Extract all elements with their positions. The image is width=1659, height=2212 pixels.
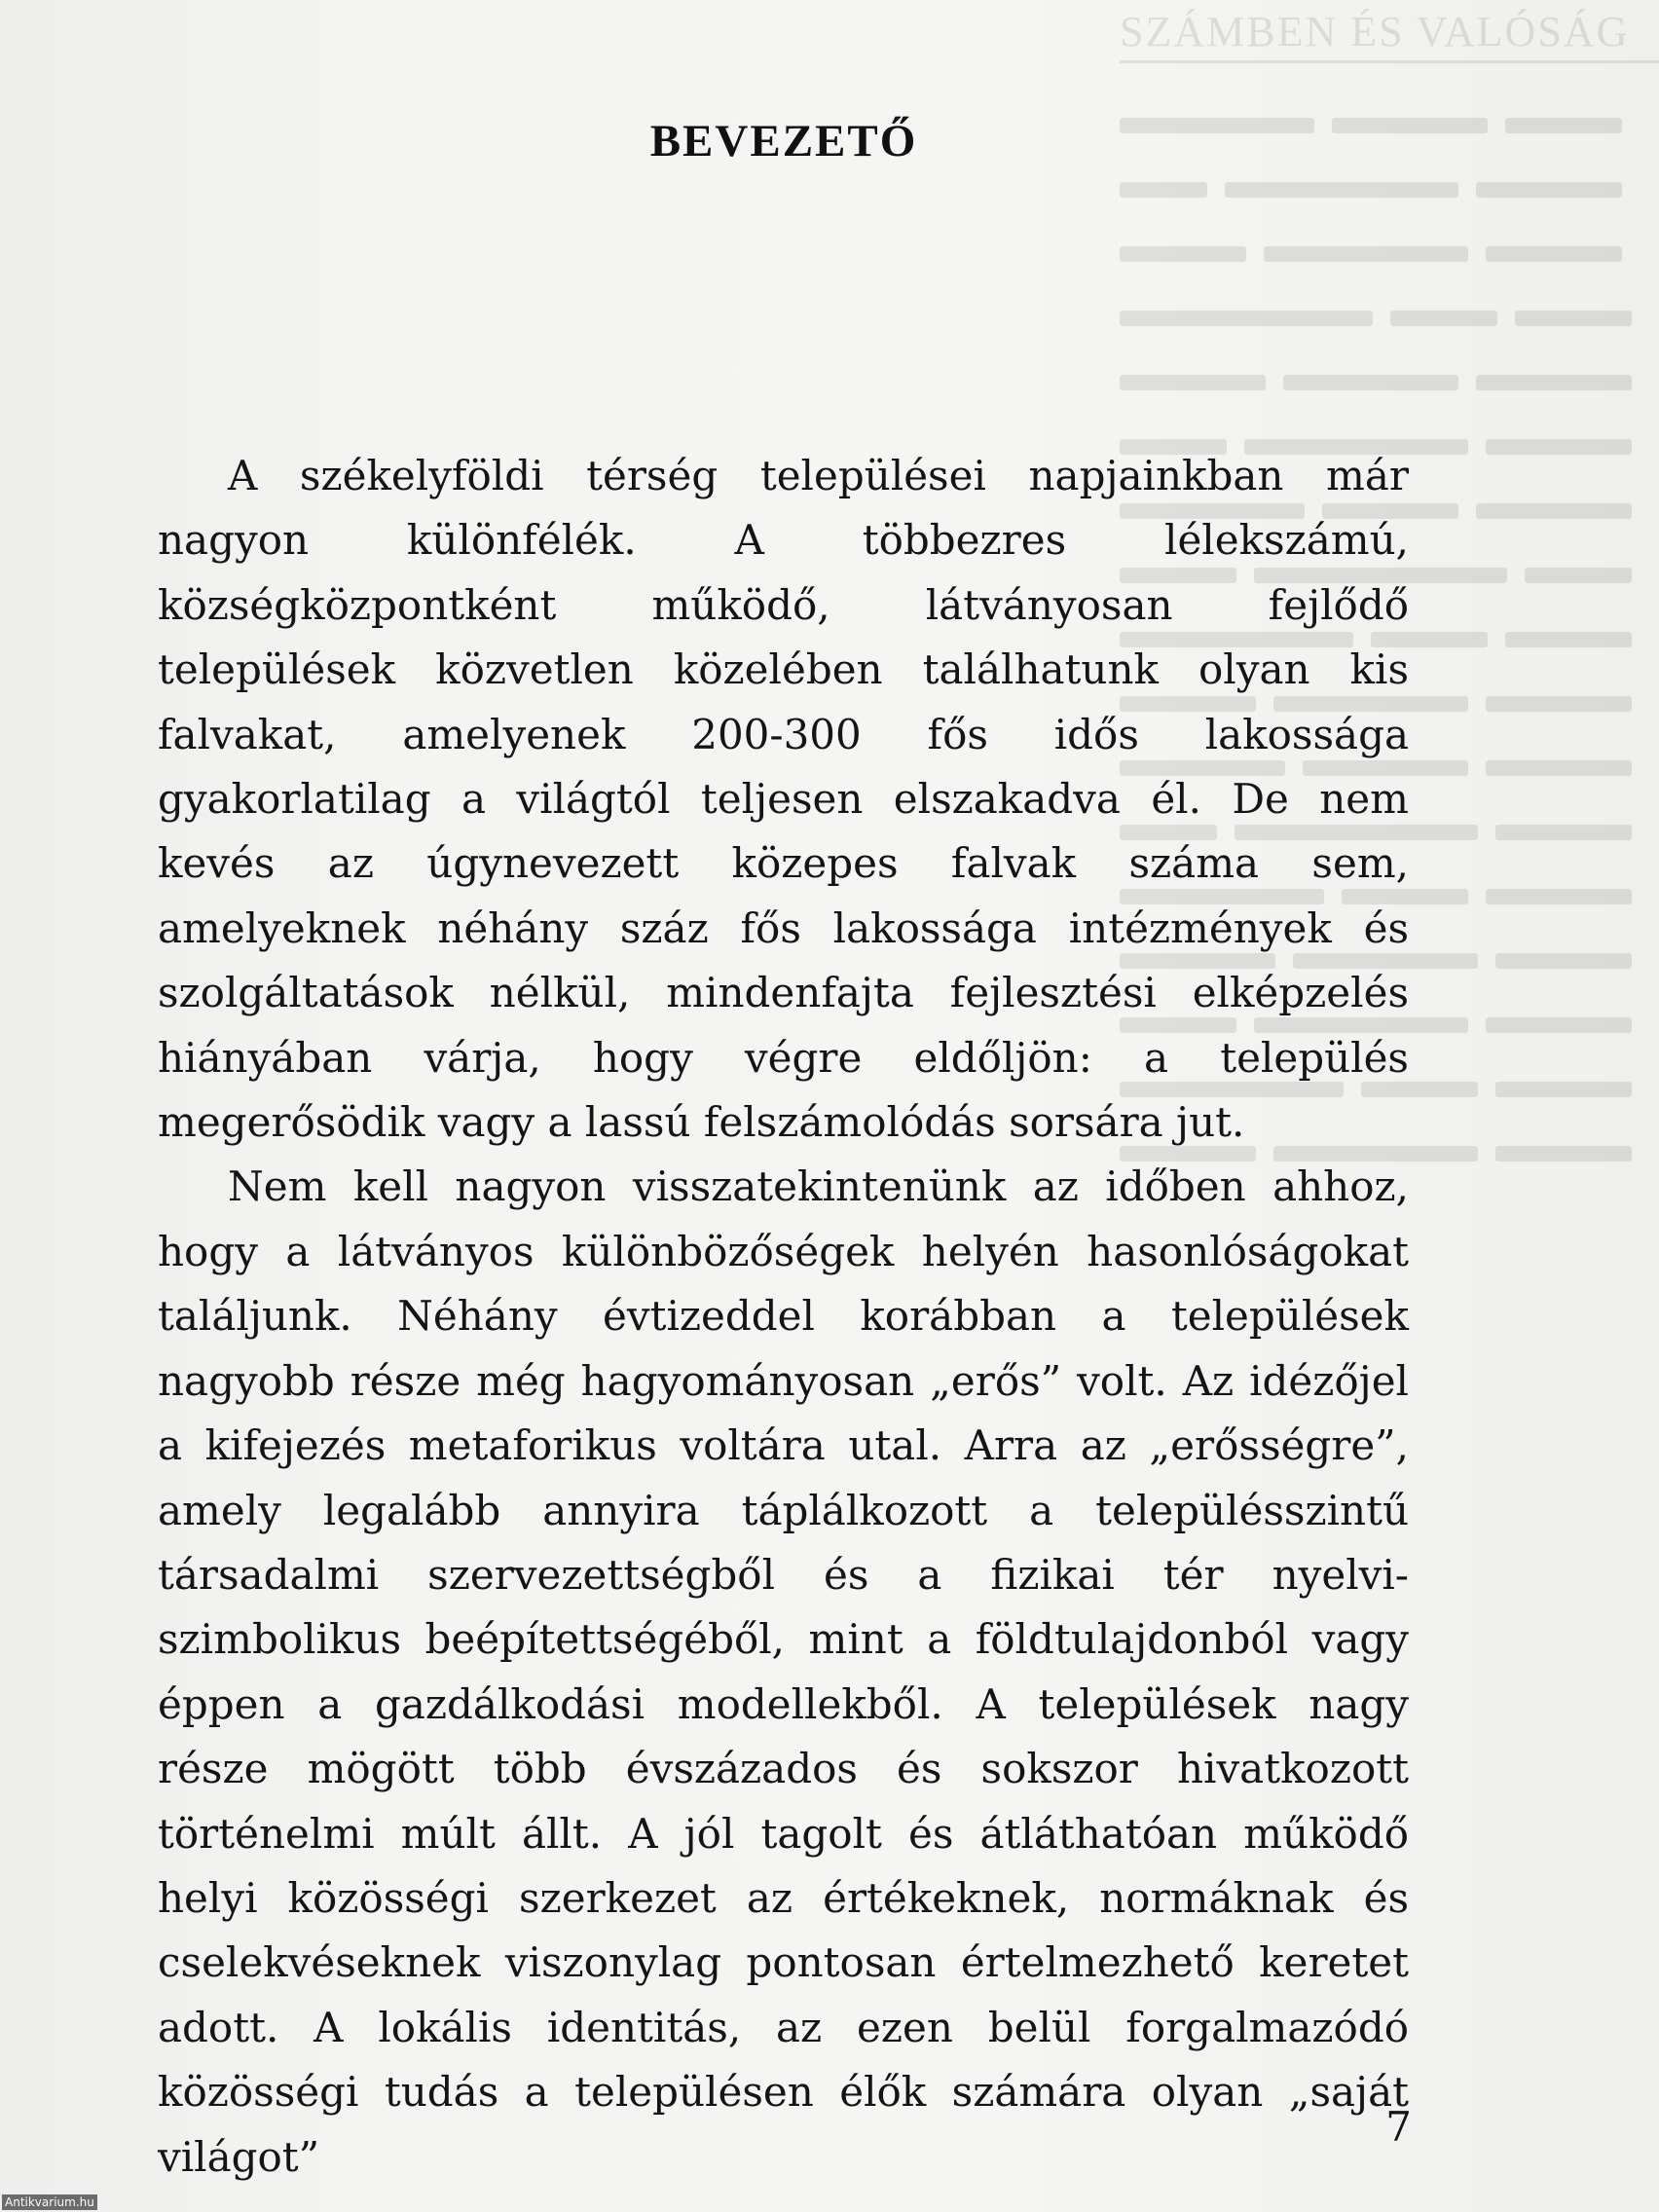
page-number: 7	[1385, 2103, 1412, 2151]
chapter-heading: BEVEZETŐ	[649, 116, 918, 167]
paragraph-2: Nem kell nagyon visszatekintenünk az időben ahhoz, hogy a látványos különbözőségek helyén hasonlóságokat találjunk. Néhány évtizeddel korábban a települések nagyobb része még hagyományosan „erős” volt. Az idézőjel a kifejezés metaforikus voltára utal. Arra az „erősségre”, amely legalább annyira táplálkozott a településszintű társadalmi szervezettségből és a fizikai tér nyelvi-szimbolikus beépítettségéből, mint a földtulajdonból vagy éppen a gazdálkodási modellekből. A települések nagy része mögött több évszázados és sokszor hivatkozott történelmi múlt állt. A jól tagolt és átláthatóan működő helyi közösségi szerkezet az értékeknek, normáknak és cselekvéseknek viszonylag pontosan értelmezhető keretet adott. A lokális identitás, az ezen belül forgalmazódó közösségi tudás a településen élők számára olyan „saját világot”	[158, 1162, 1409, 2181]
bleed-running-head: SZÁMBEN ÉS VALÓSÁG	[1120, 8, 1630, 55]
body-text	[158, 444, 1409, 2190]
paragraph-1: A székelyföldi térség települései napjainkban már nagyon különfélék. A többezres lélekszámú, községközpontként működő, látványosan fejlődő települések közvetlen közelében találhatunk olyan kis falvakat, amelyenek 200-300 fős idős lakossága gyakorlatilag a világtól teljesen elszakadva él. De nem kevés az úgynevezett közepes falvak száma sem, amelyeknek néhány száz fős lakossága intézmények és szolgáltatások nélkül, mindenfajta fejlesztési elképzelés hiányában várja, hogy végre eldőljön: a település megerősödik vagy a lassú felszámolódás sorsára jut.	[158, 452, 1409, 1147]
site-watermark: Antikvarium.hu	[2, 2194, 97, 2210]
bleed-header-rule	[1120, 60, 1659, 63]
